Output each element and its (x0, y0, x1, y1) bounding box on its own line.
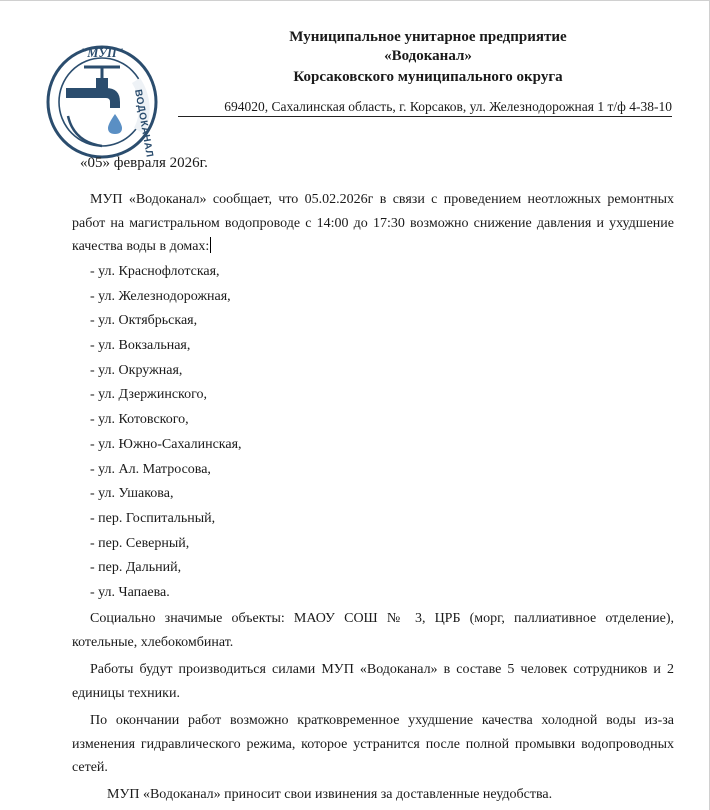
logo-top-text: "МУП" (80, 46, 124, 60)
street-list-item: - ул. Ушакова, (90, 486, 174, 502)
street-list-item: - пер. Дальний, (90, 560, 182, 576)
org-address: 694020, Сахалинская область, г. Корсаков, ул. Железнодорожная 1 т/ф 4-38-10 (178, 99, 672, 117)
street-list-item: - ул. Чапаева. (90, 584, 170, 600)
street-list-item: - ул. Вокзальная, (90, 338, 191, 354)
workers-paragraph: Работы будут производиться силами МУП «Водоканал» в составе 5 человек сотрудников и 2 единицы техники. (72, 662, 674, 701)
street-list-item: - ул. Железнодорожная, (90, 288, 231, 304)
street-list-item: - ул. Окружная, (90, 362, 183, 378)
street-list-item: - ул. Южно-Сахалинская, (90, 436, 242, 452)
text-cursor (210, 237, 211, 253)
vodokanal-logo-icon (44, 38, 162, 160)
after-works-paragraph: По окончании работ возможно кратковременное ухудшение качества холодной воды из-за изменения гидравлического режима, которое устранится после полной промывки водопроводных сетей. (72, 713, 674, 775)
street-list-item: - ул. Котовского, (90, 412, 189, 428)
street-list-item: - ул. Ал. Матросова, (90, 461, 211, 477)
street-list-item: - ул. Краснофлотская, (90, 264, 220, 279)
social-objects-paragraph: Социально значимые объекты: МАОУ СОШ № 3, ЦРБ (морг, паллиативное отделение), котельные, хлебокомбинат. (72, 611, 674, 650)
intro-text: МУП «Водоканал» сообщает, что 05.02.2026г в связи с проведением неотложных ремонтных работ на магистральном водопроводе с 14:00 до 17:30 возможно снижение давления и ухудшение качества воды в домах: (72, 192, 674, 254)
street-list-item: - ул. Дзержинского, (90, 387, 208, 403)
document-date: «05» февраля 2026г. (80, 155, 208, 171)
org-name-line2: «Водоканал» (384, 48, 472, 64)
apology-paragraph: МУП «Водоканал» приносит свои извинения за доставленные неудобства. (107, 787, 553, 802)
street-list-item: - ул. Октябрьская, (90, 313, 198, 329)
street-list-item: - пер. Госпитальный, (90, 510, 216, 526)
intro-paragraph (72, 188, 674, 259)
logo-side-text: ВОДОКАНАЛ (132, 88, 155, 159)
page-border-top (0, 0, 710, 1)
org-name-line3: Корсаковского муниципального округа (293, 69, 563, 85)
org-name-line1: Муниципальное унитарное предприятие (289, 29, 567, 45)
street-list (90, 260, 242, 606)
street-list-item: - пер. Северный, (90, 535, 190, 551)
